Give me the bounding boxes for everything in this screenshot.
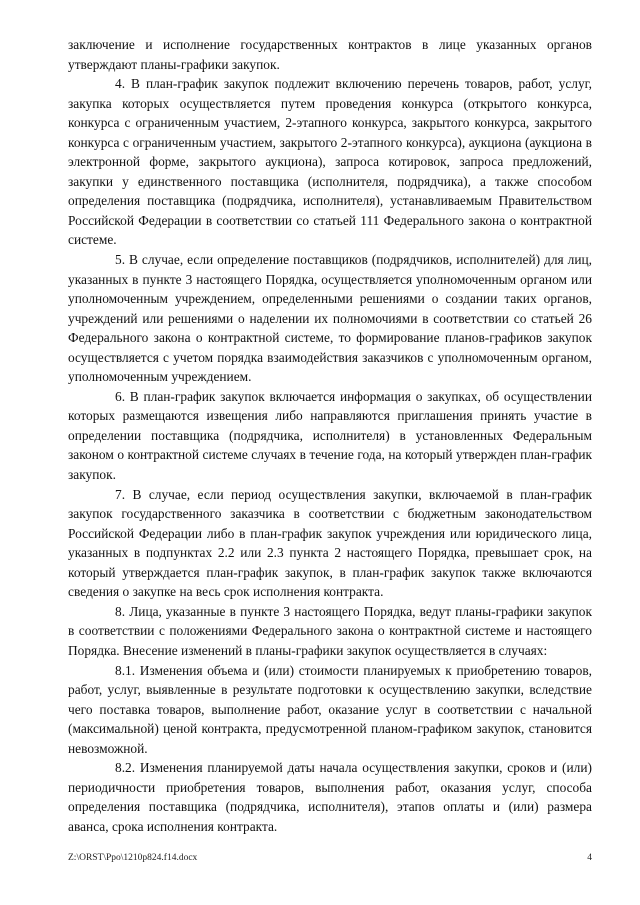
paragraph-item-8-1: 8.1. Изменения объема и (или) стоимости планируемых к приобретению товаров, работ, услуг, выявленные в результате подготовки к осуществлению закупки, вследствие чего поставка товаров, выполнение работ, оказание услуг в соответствии с начальной (максимальной) ценой контракта, предусмотренной планом-графиком закупок, становится невозможной. (68, 662, 592, 756)
footer-page-number: 4 (587, 853, 592, 863)
paragraph-item-4: 4. В план-график закупок подлежит включению перечень товаров, работ, услуг, закупка которых осуществляется путем проведения конкурса (открытого конкурса, конкурса с ограниченным участием, 2-этапного конкурса, закрытого конкурса, закрытого конкурса с ограниченным участием, закрытого 2-этапного конкурса), аукциона (аукциона в электронной форме, закрытого аукциона), запроса котировок, запроса предложений, закупки у единственного поставщика (исполнителя, подрядчика), а также способом определения поставщика (подрядчика, исполнителя), устанавливаемым Правительством Российской Федерации в соответствии со статьей 111 Федерального закона о контрактной системе. (68, 76, 592, 248)
paragraph-item-8-2: 8.2. Изменения планируемой даты начала осуществления закупки, сроков и (или) периодичности приобретения товаров, выполнения работ, оказания услуг, способа определения поставщика (подрядчика, исполнителя), этапов оплаты и (или) размера аванса, срока исполнения контракта. (68, 760, 592, 834)
paragraph-continuation: заключение и исполнение государственных контрактов в лице указанных органов утверждают планы-графики закупок. (68, 37, 592, 72)
paragraph-item-8: 8. Лица, указанные в пункте 3 настоящего Порядка, ведут планы-графики закупок в соответствии с положениями Федерального закона о контрактной системе и настоящего Порядка. Внесение изменений в планы-графики закупок осуществляется в случаях: (68, 603, 592, 658)
paragraph-item-5: 5. В случае, если определение поставщиков (подрядчиков, исполнителей) для лиц, указанных в пункте 3 настоящего Порядка, осуществляется уполномоченным органом или уполномоченным учреждением, определенными решениями о создании таких органов, учреждений или решениями о наделении их полномочиями в соответствии со статьей 26 Федерального закона о контрактной системе, то формирование планов-графиков закупок осуществляется с учетом порядка взаимодействия заказчиков с уполномоченным органом, уполномоченным учреждением. (68, 252, 592, 385)
paragraph-item-7: 7. В случае, если период осуществления закупки, включаемой в план-график закупок государственного заказчика в соответствии с бюджетным законодательством Российской Федерации либо в план-график закупок учреждения или юридического лица, указанных в подпунктах 2.2 или 2.3 пункта 2 настоящего Порядка, превышает срок, на который утверждается план-график закупок, в план-график закупок также включаются сведения о закупке на весь срок исполнения контракта. (68, 486, 592, 600)
paragraph-item-6: 6. В план-график закупок включается информация о закупках, об осуществлении которых размещаются извещения либо направляются приглашения принять участие в определении поставщика (подрядчика, исполнителя) в установленных Федеральным законом о контрактной системе случаях в течение года, на который утвержден план-график закупок. (68, 388, 592, 483)
document-page (68, 35, 592, 836)
footer-file-path: Z:\ORST\Ppo\1210p824.f14.docx (68, 853, 198, 863)
